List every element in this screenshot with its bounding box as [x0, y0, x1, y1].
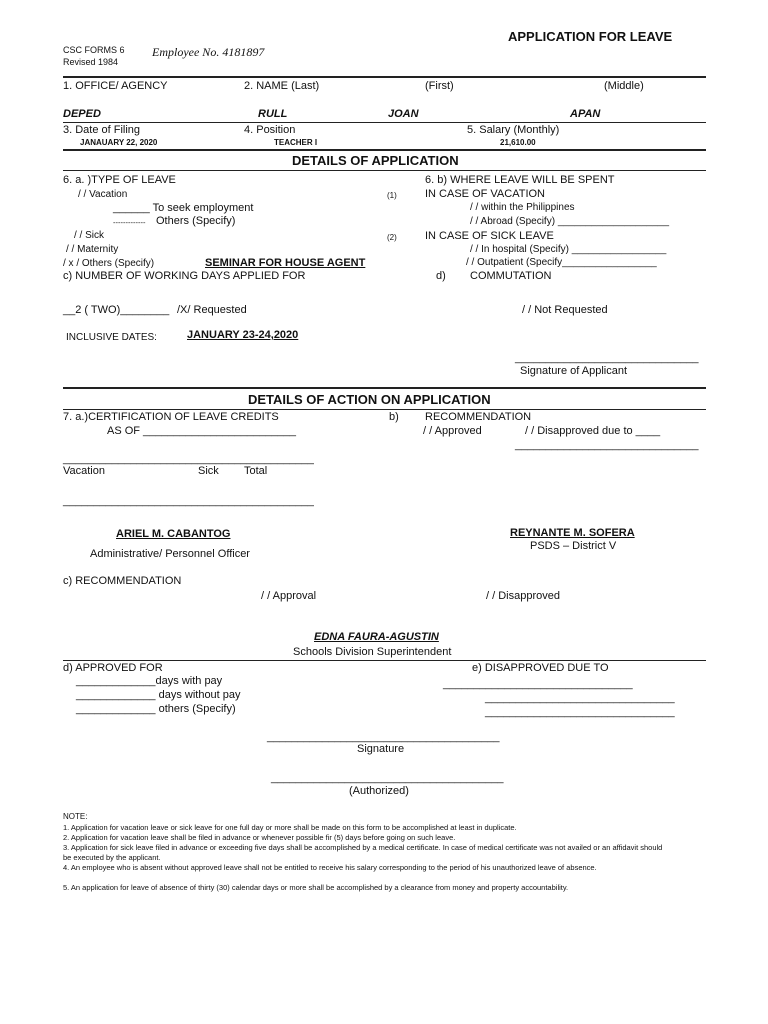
where-spent-label: 6. b) WHERE LEAVE WILL BE SPENT [425, 174, 615, 186]
disapproved-line-1: _______________________________ [443, 678, 633, 690]
num-1: (1) [387, 191, 397, 200]
first-name-value: JOAN [388, 108, 419, 120]
approved-option[interactable]: / / Approved [423, 425, 482, 437]
action-heading: DETAILS OF ACTION ON APPLICATION [248, 392, 491, 407]
disapproved-due-to-label: e) DISAPPROVED DUE TO [472, 662, 609, 674]
others-option[interactable]: Others (Specify) [156, 215, 236, 227]
employee-number: Employee No. 4181897 [152, 45, 265, 59]
total-credits-label: Total [244, 465, 268, 477]
salary-value: 21,610.00 [500, 138, 536, 147]
note-2: 2. Application for vacation leave shall be filed in advance or whenever possible fir (5) days before going on such leave. [63, 833, 456, 842]
last-name-label: 2. NAME (Last) [244, 80, 320, 92]
commutation-d-label: d) [436, 270, 446, 282]
credits-line-2: _________________________________________ [63, 495, 314, 507]
seminar-value: SEMINAR FOR HOUSE AGENT [205, 257, 366, 269]
date-filing-label: 3. Date of Filing [63, 124, 141, 136]
maternity-option[interactable]: / / Maternity [66, 244, 119, 255]
disapproved-option[interactable]: / / Disapproved [486, 590, 560, 602]
divider [63, 170, 706, 171]
middle-name-label: (Middle) [604, 80, 644, 92]
note-3: 3. Application for sick leave filed in advance or exceeding five days shall be accomplished by a medical certificate. In case of medical certificate was not availed or an affidavit should be executed by the applicant. [63, 843, 663, 862]
office-label: 1. OFFICE/ AGENCY [63, 80, 168, 92]
salary-label: 5. Salary (Monthly) [467, 124, 560, 136]
disapproved-line-2: _______________________________ [485, 692, 675, 704]
middle-name-value: APAN [570, 108, 601, 120]
others-dots: ------------- [113, 218, 146, 227]
commutation-label: COMMUTATION [470, 270, 552, 282]
as-of-field: AS OF _________________________ [107, 425, 297, 437]
position-value: TEACHER I [274, 138, 318, 147]
disapproved-line-3: _______________________________ [485, 706, 675, 718]
divider [63, 149, 706, 151]
note-1: 1. Application for vacation leave or sick leave for one full day or more shall be made on this form to be accomplished at least in duplicate. [63, 823, 517, 832]
disapproved-due-option[interactable]: / / Disapproved due to ____ [525, 425, 661, 437]
approved-for-label: d) APPROVED FOR [63, 662, 163, 674]
note-4: 4. An employee who is absent without approved leave shall not be entitled to receive his salary corresponding to the period of his unauthorized leave of absence. [63, 863, 597, 872]
form-title: APPLICATION FOR LEAVE [508, 29, 673, 44]
form-revised: Revised 1984 [63, 57, 119, 67]
inclusive-dates-value: JANUARY 23-24,2020 [187, 329, 299, 341]
approval-option[interactable]: / / Approval [261, 590, 317, 602]
num-2: (2) [387, 233, 397, 242]
within-philippines-option[interactable]: / / within the Philippines [470, 202, 575, 213]
type-of-leave-label: 6. a. )TYPE OF LEAVE [63, 174, 176, 186]
details-heading: DETAILS OF APPLICATION [292, 153, 459, 168]
first-name-label: (First) [425, 80, 454, 92]
last-name-value: RULL [258, 108, 288, 120]
in-hospital-option[interactable]: / / In hospital (Specify) _________________ [470, 244, 667, 255]
signature-of-applicant-label: Signature of Applicant [520, 365, 628, 377]
disapproved-reason-line: ______________________________ [515, 439, 699, 451]
vacation-option[interactable]: / / Vacation [78, 189, 128, 200]
days-without-pay-field: _____________ days without pay [76, 689, 241, 701]
date-filing-value: JANAUARY 22, 2020 [80, 138, 158, 147]
note-5: 5. An application for leave of absence of thirty (30) calendar days or more shall be accomplished by a clearance from money and property accountability. [63, 883, 569, 892]
divider [63, 76, 706, 78]
recommendation-label: RECOMMENDATION [425, 411, 532, 423]
days-applied-value: __2 ( TWO)________ [63, 304, 170, 316]
office-value: DEPED [63, 108, 101, 120]
sick-credits-label: Sick [198, 465, 219, 477]
inclusive-dates-label: INCLUSIVE DATES: [66, 332, 157, 343]
applicant-signature-line: ______________________________ [515, 352, 699, 364]
not-requested-option[interactable]: / / Not Requested [522, 304, 608, 316]
seek-employment-option[interactable]: ______ To seek employment [113, 202, 254, 214]
authorized-line: ______________________________________ [271, 772, 504, 784]
position-label: 4. Position [244, 124, 296, 136]
outpatient-option[interactable]: / / Outpatient (Specify_________________ [466, 257, 657, 268]
sick-option[interactable]: / / Sick [74, 230, 105, 241]
days-with-pay-field: _____________days with pay [76, 675, 223, 687]
signature-line: ______________________________________ [267, 731, 500, 743]
divider [63, 660, 706, 661]
others-specify-field: _____________ others (Specify) [76, 703, 236, 715]
officer-title: Administrative/ Personnel Officer [90, 548, 250, 560]
divider [63, 387, 706, 389]
c-recommendation-label: c) RECOMMENDATION [63, 575, 182, 587]
signature-label: Signature [357, 743, 405, 755]
working-days-label: c) NUMBER OF WORKING DAYS APPLIED FOR [63, 270, 306, 282]
psds-name: REYNANTE M. SOFERA [510, 527, 635, 539]
requested-option[interactable]: /X/ Requested [177, 304, 247, 316]
divider [63, 409, 706, 410]
certification-label: 7. a.)CERTIFICATION OF LEAVE CREDITS [63, 411, 279, 423]
case-vacation-label: IN CASE OF VACATION [425, 188, 545, 200]
sds-title: Schools Division Superintendent [293, 646, 452, 658]
officer-name: ARIEL M. CABANTOG [116, 528, 231, 540]
case-sick-label: IN CASE OF SICK LEAVE [425, 230, 554, 242]
abroad-option[interactable]: / / Abroad (Specify) ____________________ [470, 216, 670, 227]
psds-title: PSDS – District V [530, 540, 617, 552]
form-code: CSC FORMS 6 [63, 45, 125, 55]
divider [63, 122, 706, 123]
credits-line-1: _________________________________________ [63, 453, 314, 465]
others-specify-option[interactable]: / x / Others (Specify) [63, 258, 155, 269]
note-label: NOTE: [63, 812, 88, 821]
vacation-credits-label: Vacation [63, 465, 105, 477]
b-label: b) [389, 411, 399, 423]
sds-name: EDNA FAURA-AGUSTIN [314, 631, 439, 643]
authorized-label: (Authorized) [349, 785, 409, 797]
